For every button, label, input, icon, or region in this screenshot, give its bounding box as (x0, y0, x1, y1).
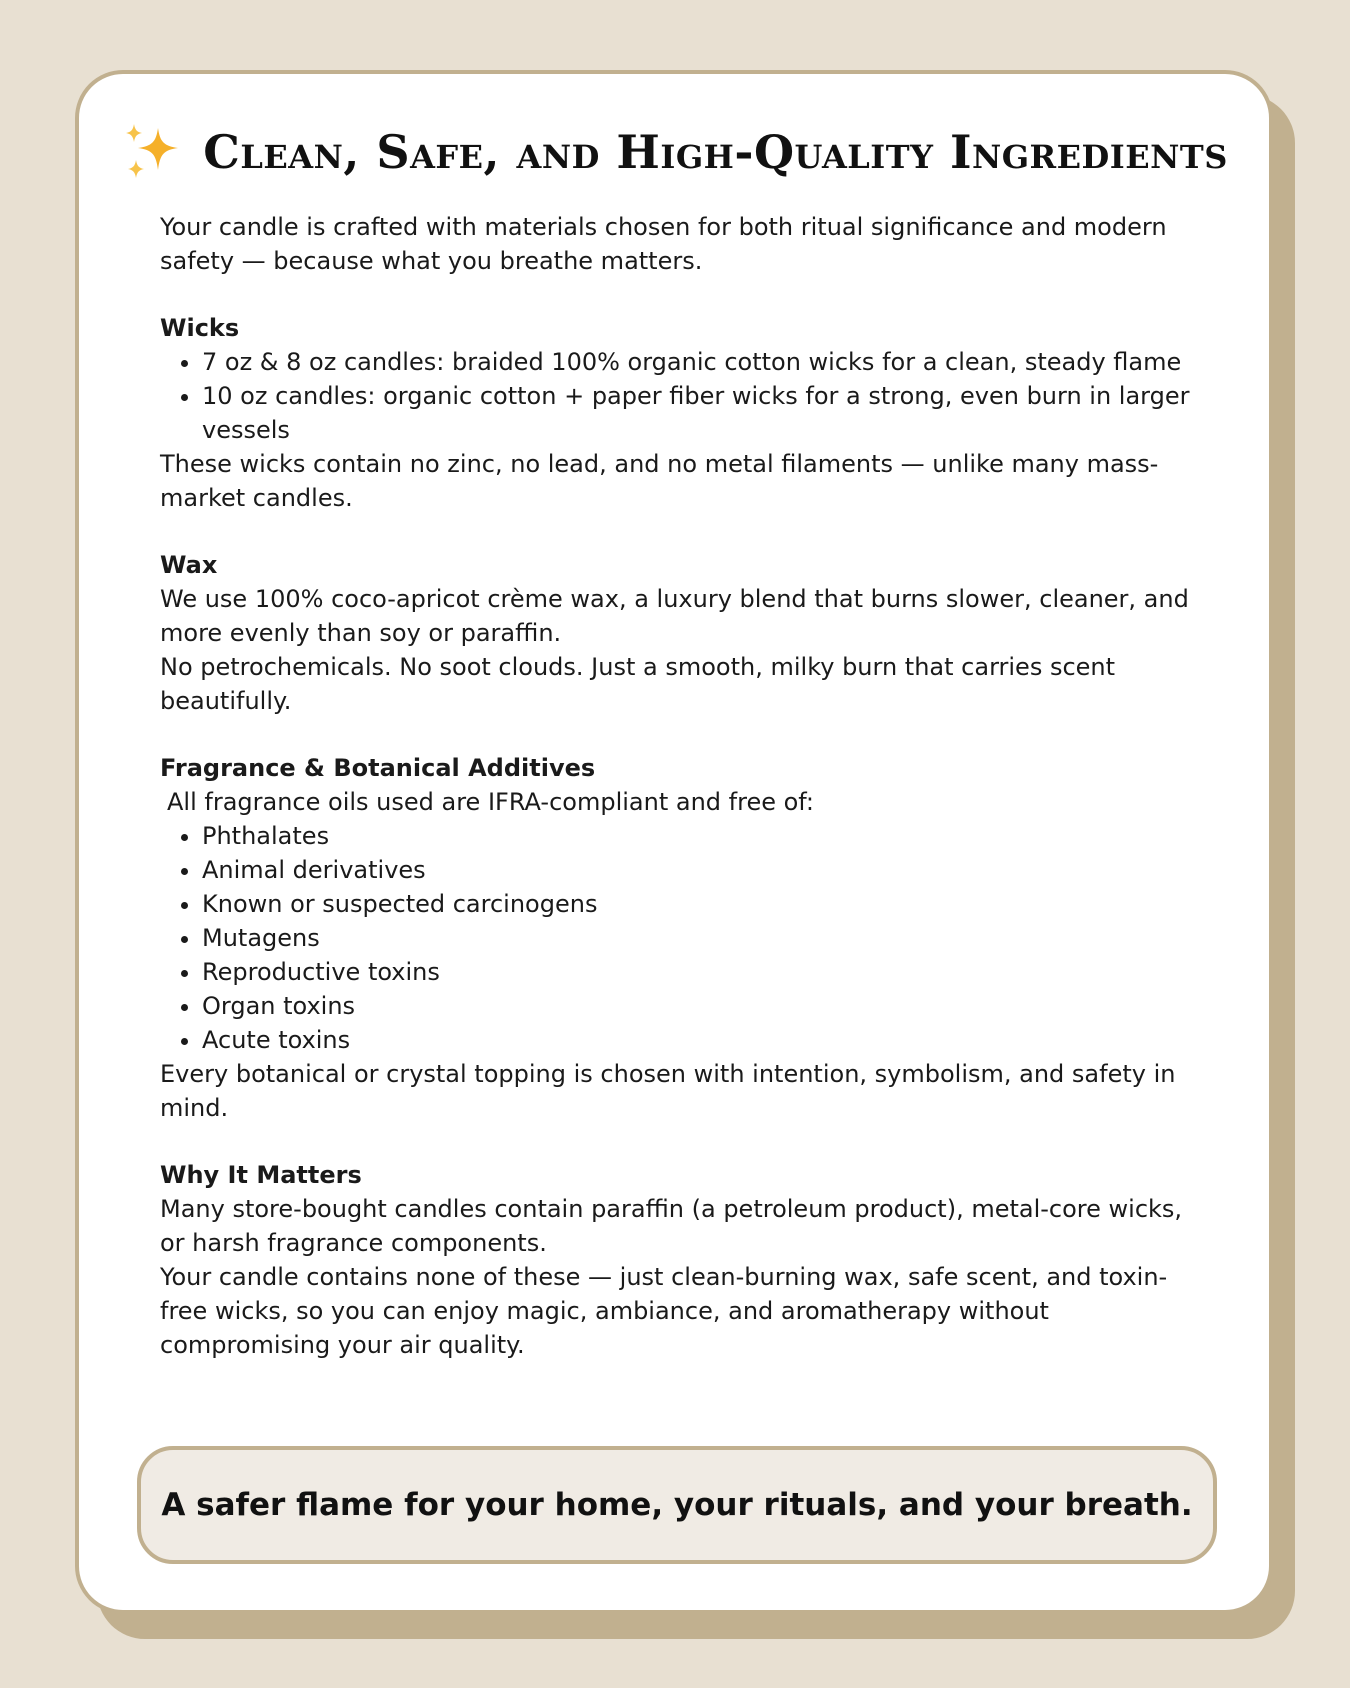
list-item: • Organ toxins (202, 989, 1200, 1023)
list-item: • Acute toxins (202, 1023, 1200, 1057)
title-row (79, 120, 1269, 184)
fragrance-note: Every botanical or crystal topping is chosen with intention, symbolism, and safety in mind. (160, 1060, 1176, 1122)
why-text-1: Many store-bought candles contain paraffin (a petroleum product), metal-core wicks, or harsh fragrance components. (160, 1195, 1183, 1257)
list-item: • 7 oz & 8 oz candles: braided 100% organic cotton wicks for a clean, steady flame (202, 345, 1200, 379)
list-item: • Reproductive toxins (202, 955, 1200, 989)
fragrance-intro: All fragrance oils used are IFRA-compliant and free of: (167, 788, 814, 816)
why-heading: Why It Matters (160, 1161, 362, 1189)
sparkles-icon (120, 120, 184, 184)
wax-text-2: No petrochemicals. No soot clouds. Just a smooth, milky burn that carries scent beautifully. (160, 653, 1116, 715)
list-item: • Phthalates (202, 819, 1200, 853)
fragrance-list (160, 819, 1200, 1057)
intro-text: Your candle is crafted with materials chosen for both ritual significance and modern safety — because what you breathe matters. (160, 213, 1167, 275)
wax-text-1: We use 100% coco-apricot crème wax, a luxury blend that burns slower, cleaner, and more evenly than soy or paraffin. (160, 585, 1189, 647)
wicks-heading: Wicks (160, 314, 240, 342)
page-title: Clean, Safe, and High-Quality Ingredients (203, 125, 1228, 179)
list-item: • Known or suspected carcinogens (202, 887, 1200, 921)
fragrance-heading: Fragrance & Botanical Additives (160, 754, 596, 782)
wax-heading: Wax (160, 551, 218, 579)
content (160, 210, 1200, 1362)
wicks-list (160, 345, 1200, 447)
tagline-box (137, 1446, 1217, 1564)
tagline-text: A safer flame for your home, your rituals, and your breath. (161, 1487, 1193, 1523)
list-item: • Animal derivatives (202, 853, 1200, 887)
info-card (75, 70, 1273, 1614)
list-item: • Mutagens (202, 921, 1200, 955)
list-item: • 10 oz candles: organic cotton + paper fiber wicks for a strong, even burn in larger vessels (202, 379, 1200, 447)
wicks-note: These wicks contain no zinc, no lead, and no metal filaments — unlike many mass-market candles. (160, 450, 1159, 512)
why-text-2: Your candle contains none of these — just clean-burning wax, safe scent, and toxin-free wicks, so you can enjoy magic, ambiance, and aromatherapy without compromising your air quality. (160, 1263, 1168, 1359)
